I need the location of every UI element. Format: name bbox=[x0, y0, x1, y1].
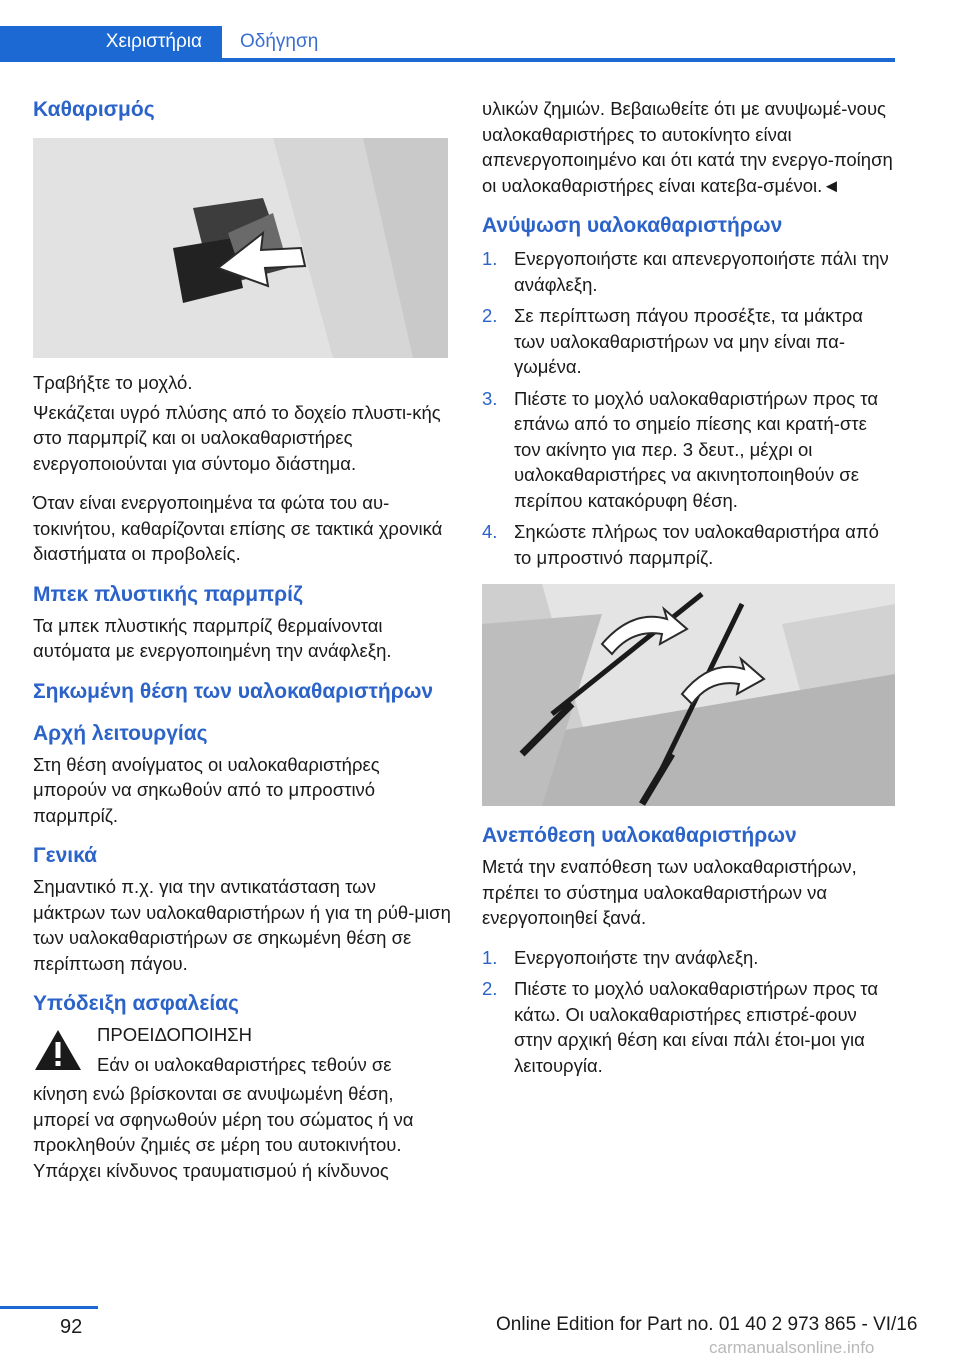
heading-cleaning: Καθαρισμός bbox=[33, 98, 155, 121]
tab-driving-label: Οδήγηση bbox=[240, 31, 319, 52]
lower-step-2 bbox=[482, 976, 897, 1078]
paragraph-washer-jets: Τα μπεκ πλυστικής παρμπρίζ θερμαίνονται αυτόματα με ενεργοποιημένη την ανάφλεξη. bbox=[33, 614, 392, 661]
tab-controls-label: Χειριστήρια bbox=[105, 31, 202, 52]
tab-controls[interactable] bbox=[0, 26, 222, 58]
wiper-lever-image bbox=[33, 138, 448, 358]
step-number: 1. bbox=[482, 946, 498, 968]
heading-lower-wipers: Ανεπόθεση υαλοκαθαριστήρων bbox=[482, 824, 797, 847]
warning-triangle-icon bbox=[33, 1028, 83, 1072]
paragraph-headlights: Όταν είναι ενεργοποιημένα τα φώτα του αυ‐τοκινήτου, καθαρίζονται επίσης σε τακτικά χρονικά διαστήματα οι προβολείς. bbox=[33, 492, 443, 564]
step-number: 2. bbox=[482, 305, 498, 326]
paragraph-general: Σημαντικό π.χ. για την αντικατάσταση των μάκτρων των υαλοκαθαριστήρων ή για τη ρύθ‐μιση των υαλοκαθαριστήρων σε σηκωμένη θέση σε περίπτωση πάγου. bbox=[33, 876, 451, 974]
raise-step-4 bbox=[482, 519, 897, 570]
wiper-lever-illustration bbox=[33, 138, 448, 358]
header-rule bbox=[0, 58, 895, 62]
step-number: 2. bbox=[482, 978, 498, 999]
warning-block bbox=[33, 1022, 453, 1077]
tab-driving[interactable] bbox=[240, 26, 318, 58]
step-text: Σηκώστε πλήρως τον υαλοκαθαριστήρα από το μπροστινό παρμπρίζ. bbox=[514, 521, 879, 568]
warning-text-first: Εάν οι υαλοκαθαριστήρες τεθούν σε bbox=[97, 1053, 392, 1075]
heading-raise-wipers: Ανύψωση υαλοκαθαριστήρων bbox=[482, 214, 783, 237]
edition-note: Online Edition for Part no. 01 40 2 973 865 - VI/16 bbox=[496, 1314, 918, 1335]
windshield-wipers-image bbox=[482, 584, 895, 806]
heading-washer-jets: Μπεκ πλυστικής παρμπρίζ bbox=[33, 582, 303, 606]
heading-safety-note: Υπόδειξη ασφαλείας bbox=[33, 992, 239, 1015]
heading-raised-position: Σηκωμένη θέση των υαλοκαθαριστήρων bbox=[33, 679, 434, 703]
lower-steps-list bbox=[482, 945, 897, 1079]
paragraph-washer-spray: Ψεκάζεται υγρό πλύσης από το δοχείο πλυστι‐κής στο παρμπρίζ και οι υαλοκαθαριστήρες ενεργοποιούνται για σύντομο διάστημα. bbox=[33, 401, 441, 474]
paragraph-lower-wipers: Μετά την εναπόθεση των υαλοκαθαριστήρων, πρέπει το σύστημα υαλοκαθαριστήρων να ενεργοποιηθεί ξανά. bbox=[482, 856, 857, 928]
raise-step-3 bbox=[482, 386, 897, 514]
heading-principle: Αρχή λειτουργίας bbox=[33, 721, 208, 745]
step-text: Σε περίπτωση πάγου προσέξτε, τα μάκτρα των υαλοκαθαριστήρων να μην είναι πα‐γωμένα. bbox=[514, 305, 863, 377]
left-column bbox=[33, 96, 453, 1197]
step-text: Ενεργοποιήστε και απενεργοποιήστε πάλι την ανάφλεξη. bbox=[514, 248, 889, 295]
step-text: Ενεργοποιήστε την ανάφλεξη. bbox=[514, 946, 759, 968]
raise-steps-list bbox=[482, 246, 897, 570]
raise-step-2 bbox=[482, 303, 897, 380]
right-column bbox=[482, 96, 897, 1092]
heading-general: Γενικά bbox=[33, 844, 98, 867]
raise-step-1 bbox=[482, 246, 897, 297]
watermark: carmanualsonline.info bbox=[709, 1338, 875, 1357]
footer-rule bbox=[0, 1306, 98, 1309]
lower-step-1 bbox=[482, 945, 897, 971]
step-text: Πιέστε το μοχλό υαλοκαθαριστήρων προς τα κάτω. Οι υαλοκαθαριστήρες επιστρέ‐φουν στην αρχική θέση και είναι πάλι έτοι‐μοι για λειτουργία. bbox=[514, 978, 879, 1076]
step-number: 3. bbox=[482, 387, 498, 409]
warning-title: ΠΡΟΕΙΔΟΠΟΙΗΣΗ bbox=[97, 1024, 252, 1045]
paragraph-pull-lever: Τραβήξτε το μοχλό. bbox=[33, 372, 193, 393]
step-number: 1. bbox=[482, 248, 498, 269]
page-number: 92 bbox=[60, 1316, 83, 1338]
step-number: 4. bbox=[482, 521, 498, 542]
paragraph-warning-continued: υλικών ζημιών. Βεβαιωθείτε ότι με ανυψωμέ‐νους υαλοκαθαριστήρες το αυτοκίνητο είναι απενεργοποιημένο και ότι κατά την ενεργο‐ποίηση οι υαλοκαθαριστήρες είναι κατεβα‐σμένοι.◄ bbox=[482, 98, 893, 196]
paragraph-principle: Στη θέση ανοίγματος οι υαλοκαθαριστήρες μπορούν να σηκωθούν από το μπροστινό παρμπρίζ. bbox=[33, 753, 380, 826]
windshield-wipers-illustration bbox=[482, 584, 895, 806]
warning-text-rest: κίνηση ενώ βρίσκονται σε ανυψωμένη θέση, μπορεί να σφηνωθούν μέρη του σώματος ή να προκληθούν ζημιές σε μέρη του αυτοκινήτου. Υπάρχει κίνδυνος τραυματισμού ή κίνδυνος bbox=[33, 1083, 414, 1181]
step-text: Πιέστε το μοχλό υαλοκαθαριστήρων προς τα επάνω από το σημείο πίεσης και κρατή‐στε τον ακίνητο για περ. 3 δευτ., μέχρι οι υαλοκαθαριστήρες να ακινητοποιηθούν σε περίπου κατακόρυφη θέση. bbox=[514, 387, 879, 511]
